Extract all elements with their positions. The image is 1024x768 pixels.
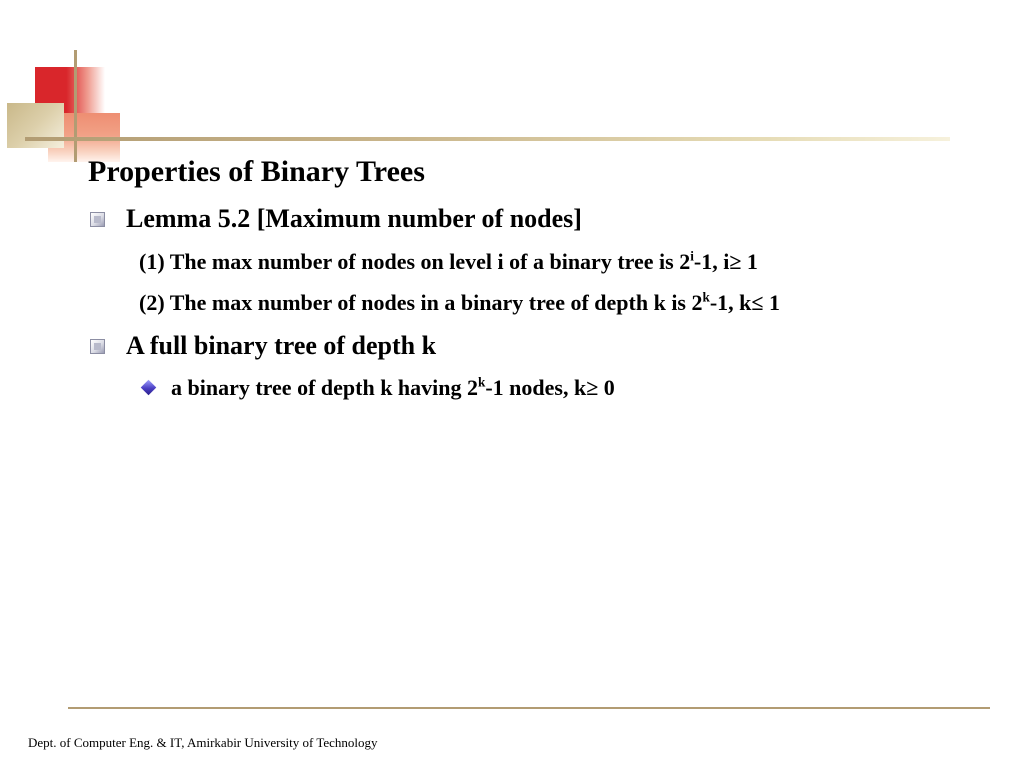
- diamond-bullet-icon: [141, 380, 157, 396]
- title-rule-line: [25, 137, 950, 141]
- square-bullet-icon: [90, 339, 105, 354]
- lemma-part-1-suffix: -1, i≥ 1: [693, 249, 758, 274]
- full-tree-definition-text: a binary tree of depth k having 2: [171, 375, 479, 400]
- footer-text: Dept. of Computer Eng. & IT, Amirkabir University of Technology: [28, 735, 378, 750]
- decor-tan-square: [7, 103, 64, 148]
- lemma-part-1-text: (1) The max number of nodes on level i of a binary tree is 2: [139, 249, 691, 274]
- full-tree-definition: [171, 375, 615, 401]
- footer-rule-line: [68, 707, 990, 709]
- lemma-part-2: [139, 290, 780, 316]
- lemma-part-2-text: (2) The max number of nodes in a binary tree of depth k is 2: [139, 290, 703, 315]
- bullet-lemma: Lemma 5.2 [Maximum number of nodes]: [126, 204, 582, 233]
- square-bullet-icon: [90, 212, 105, 227]
- lemma-part-2-exponent: k: [702, 289, 710, 305]
- decor-vertical-line: [74, 50, 77, 162]
- full-tree-definition-suffix: -1 nodes, k≥ 0: [485, 375, 615, 400]
- lemma-part-1-exponent: i: [690, 248, 694, 264]
- bullet-full-binary-tree: A full binary tree of depth k: [126, 331, 437, 360]
- full-tree-definition-exponent: k: [478, 374, 486, 390]
- slide-title: Properties of Binary Trees: [88, 155, 425, 188]
- lemma-part-2-suffix: -1, k≤ 1: [709, 290, 780, 315]
- lemma-part-1: [139, 249, 758, 275]
